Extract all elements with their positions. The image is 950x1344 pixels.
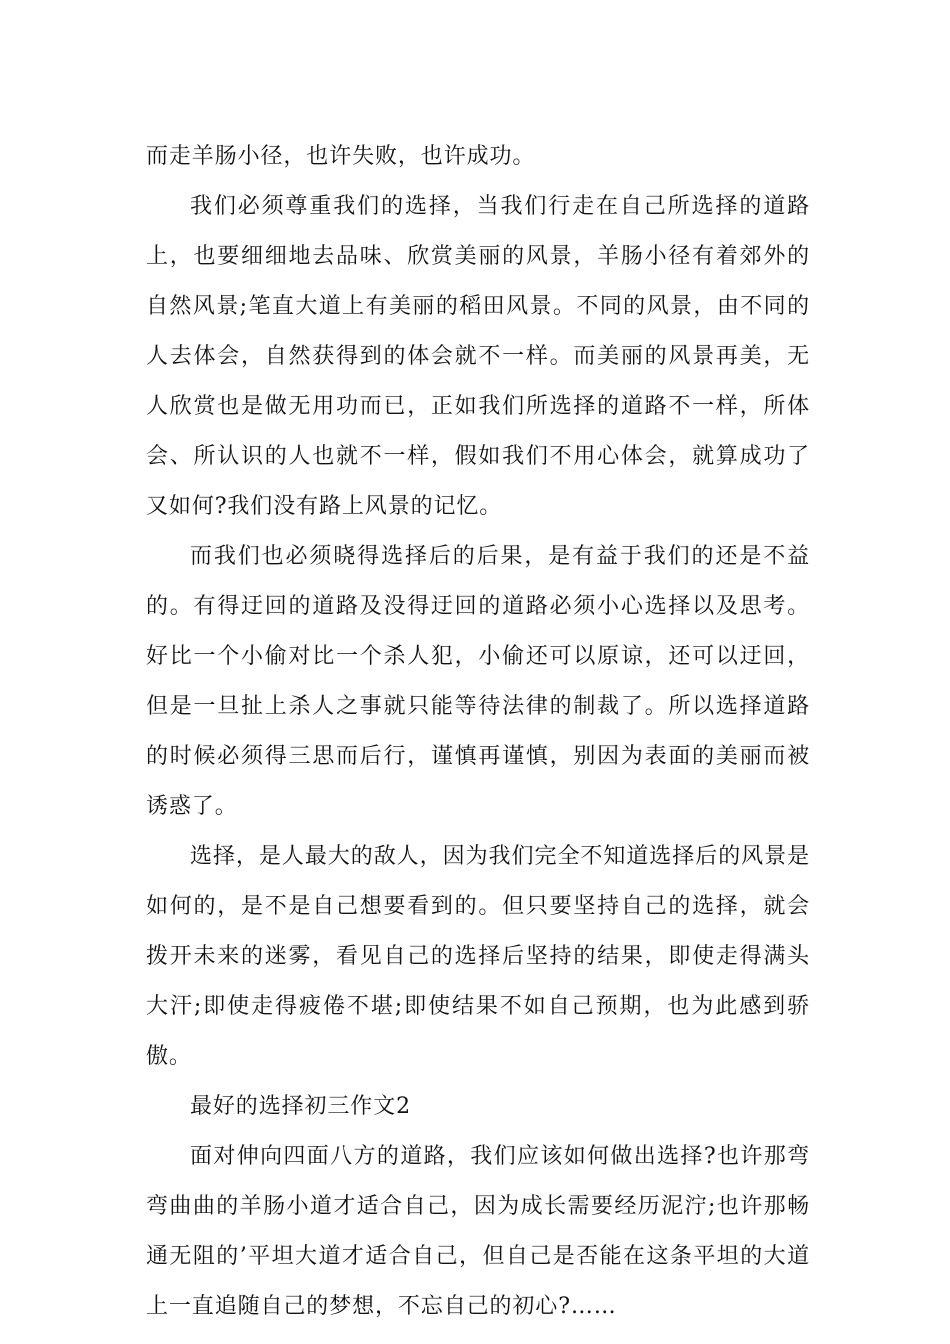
- paragraph: 我们必须尊重我们的选择，当我们行走在自己所选择的道路上，也要细细地去品味、欣赏美丽的风景，羊肠小径有着郊外的自然风景;笔直大道上有美丽的稻田风景。不同的风景，由不同的人去体会，自然获得到的体会就不一样。而美丽的风景再美，无人欣赏也是做无用功而已，正如我们所选择的道路不一样，所体会、所认识的人也就不一样，假如我们不用心体会，就算成功了又如何?我们没有路上风景的记忆。: [146, 194, 810, 519]
- document-body: [146, 132, 810, 1332]
- section-title: 最好的选择初三作文2: [190, 1094, 411, 1119]
- paragraph: 而我们也必须晓得选择后的后果，是有益于我们的还是不益的。有得迂回的道路及没得迂回的道路必须小心选择以及思考。好比一个小偷对比一个杀人犯，小偷还可以原谅，还可以迂回，但是一旦扯上杀人之事就只能等待法律的制裁了。所以选择道路的时候必须得三思而后行，谨慎再谨慎，别因为表面的美丽而被诱惑了。: [146, 544, 810, 819]
- paragraph: 而走羊肠小径，也许失败，也许成功。: [146, 144, 536, 169]
- paragraph: 选择，是人最大的敌人，因为我们完全不知道选择后的风景是如何的，是不是自己想要看到的。但只要坚持自己的选择，就会拨开未来的迷雾，看见自己的选择后坚持的结果，即使走得满头大汗;即使走得疲倦不堪;即使结果不如自己预期，也为此感到骄傲。: [146, 844, 810, 1069]
- paragraph: 面对伸向四面八方的道路，我们应该如何做出选择?也许那弯弯曲曲的羊肠小道才适合自己，因为成长需要经历泥泞;也许那畅通无阻的’平坦大道才适合自己，但自己是否能在这条平坦的大道上一直追随自己的梦想，不忘自己的初心?……: [146, 1144, 810, 1319]
